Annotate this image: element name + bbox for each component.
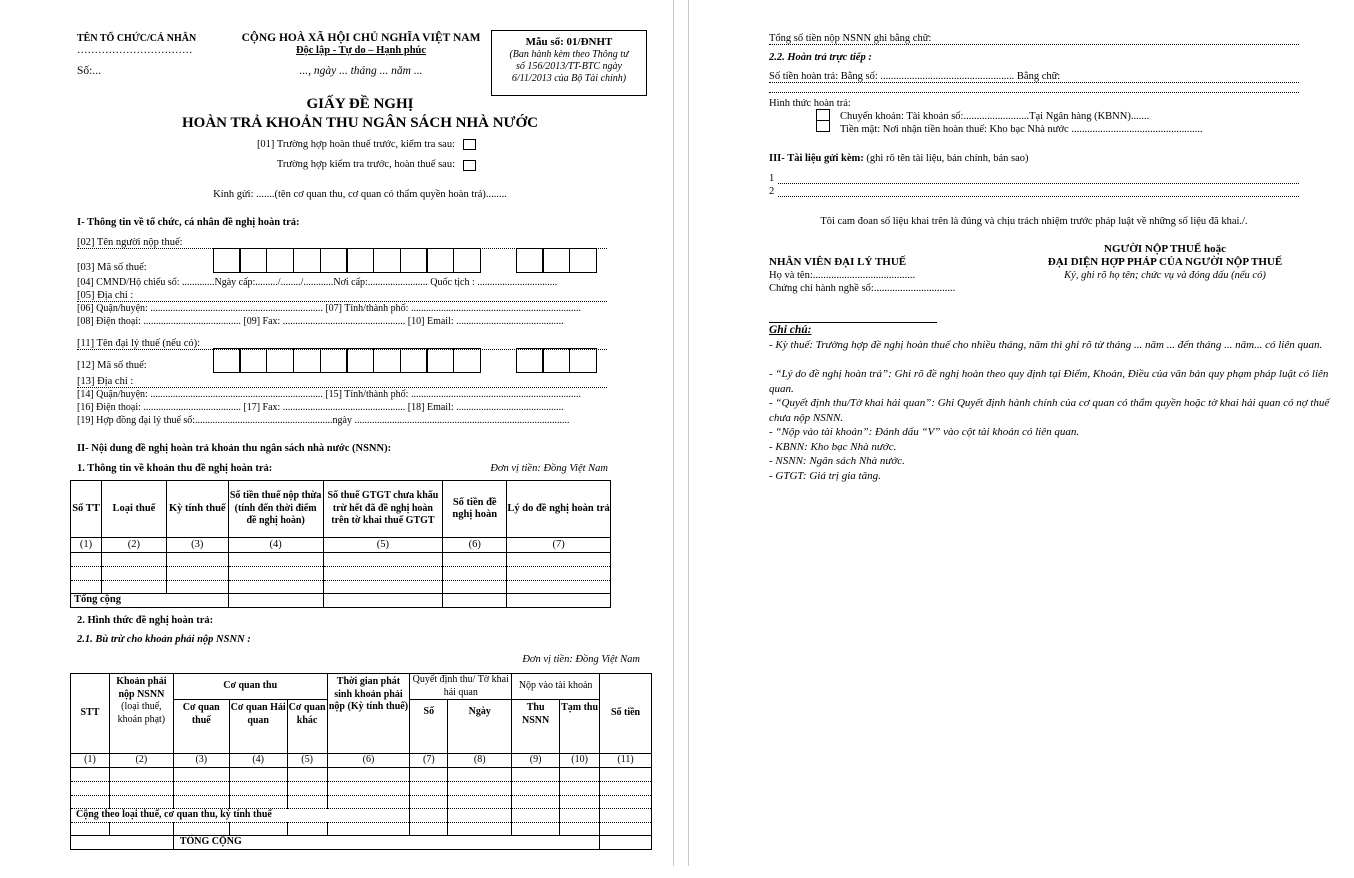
table-cell[interactable]: [229, 782, 287, 796]
col-header-temporary: Tạm thu: [560, 700, 600, 754]
tax-code-digit[interactable]: [266, 248, 294, 273]
table-cell[interactable]: [109, 782, 173, 796]
doc-number-label: Số:...: [77, 65, 101, 77]
col-header-period: Thời gian phát sinh khoản phải nộp (Kỳ tính thuế): [327, 674, 410, 754]
table-cell[interactable]: [410, 768, 448, 782]
table-cell[interactable]: [173, 796, 229, 809]
tax-code-digit[interactable]: [346, 248, 374, 273]
table-cell[interactable]: [443, 553, 507, 567]
table-cell[interactable]: [448, 768, 512, 782]
table-cell[interactable]: [166, 553, 228, 567]
table-cell[interactable]: [228, 553, 323, 567]
table-cell[interactable]: [287, 768, 327, 782]
agent-tax-code-digit[interactable]: [293, 348, 321, 373]
table-cell[interactable]: [507, 594, 611, 608]
agent-tax-code-digit[interactable]: [453, 348, 481, 373]
total-row: [71, 594, 611, 608]
table-cell[interactable]: [71, 782, 110, 796]
col-number: (6): [443, 538, 507, 553]
col-header-payable-title: Khoản phải nộp NSNN: [116, 676, 167, 700]
agent-tax-code-suffix-digit[interactable]: [516, 348, 544, 373]
org-label: TÊN TỔ CHỨC/CÁ NHÂN: [77, 33, 197, 44]
tax-code-suffix-digit[interactable]: [569, 248, 597, 273]
notes-title: Ghi chú:: [769, 324, 812, 336]
org-dots: ……………………………: [77, 45, 193, 56]
table-cell[interactable]: [71, 823, 110, 836]
table-cell[interactable]: [327, 823, 410, 836]
table-cell[interactable]: [600, 768, 652, 782]
col-number: (9): [512, 754, 560, 768]
field-19-agent-contract[interactable]: [19] Hợp đồng đại lý thuế số:.......................................................ngày ......................................................................................: [77, 415, 570, 426]
table-cell[interactable]: [229, 823, 287, 836]
table-cell[interactable]: [71, 567, 102, 581]
table-row: [71, 581, 611, 594]
total-label: Tổng cộng: [71, 594, 229, 608]
case-2-label: Trường hợp kiểm tra trước, hoàn thuế sau:: [276, 159, 455, 170]
col-header-other-agency: Cơ quan khác: [287, 700, 327, 754]
table-cell[interactable]: [228, 581, 323, 594]
table-row: [71, 768, 652, 782]
payer-title-line1: NGƯỜI NỘP THUẾ hoặc: [1104, 243, 1226, 255]
table-cell[interactable]: [448, 823, 512, 836]
doc-title-2: HOÀN TRẢ KHOẢN THU NGÂN SÁCH NHÀ NƯỚC: [182, 115, 538, 131]
cash-checkbox[interactable]: [816, 120, 830, 132]
col-number: (5): [323, 538, 443, 553]
table-cell[interactable]: [71, 581, 102, 594]
note-refund-reason: - “Lý do đề nghị hoàn trả”: Ghi rõ đề nghị hoàn theo quy định tại Điểm, Khoản, Điều của văn bản quy phạm pháp luật có liên quan.: [769, 368, 1329, 395]
agent-certificate-field[interactable]: Chứng chỉ hành nghề số:...............................: [769, 283, 956, 294]
col-number: (5): [287, 754, 327, 768]
agent-tax-code-suffix-digit[interactable]: [542, 348, 570, 373]
doc-title-1: GIẤY ĐỀ NGHỊ: [306, 96, 414, 112]
table-cell[interactable]: [512, 768, 560, 782]
tax-code-digit[interactable]: [293, 248, 321, 273]
table-cell[interactable]: [507, 567, 611, 581]
transfer-option-label: Chuyển khoản: Tài khoản số:.........................Tại Ngân hàng (KBNN).......: [840, 111, 1150, 122]
table-cell[interactable]: [410, 823, 448, 836]
field-12-agent-tax-code-label: [12] Mã số thuế:: [77, 360, 147, 371]
field-05-address[interactable]: [77, 289, 607, 302]
case-1-label: [01] Trường hợp hoàn thuế trước, kiểm tra sau:: [256, 139, 455, 150]
table-cell[interactable]: [448, 782, 512, 796]
tax-code-suffix-digit[interactable]: [516, 248, 544, 273]
total-in-words-field[interactable]: [769, 32, 1299, 45]
subtotal-label: Cộng theo loại thuế, cơ quan thu, kỳ tính thuế: [71, 809, 410, 823]
payer-signature-note: Ký, ghi rõ họ tên; chức vụ và đóng dấu (nếu có): [1064, 270, 1266, 281]
col-header-payable: [109, 674, 173, 754]
table-cell[interactable]: [600, 823, 652, 836]
note-tax-period: - Kỳ thuế: Trường hợp đề nghị hoàn thuế cho nhiều tháng, năm thì ghi rõ từ tháng ... năm ... đến tháng ... năm... có liên quan.: [769, 339, 1323, 351]
tax-code-digit[interactable]: [426, 248, 454, 273]
currency-unit-2: Đơn vị tiền: Đồng Việt Nam: [522, 654, 640, 665]
field-14-15-agent-district-province[interactable]: [14] Quận/huyện: ..................................................................... [15] Tỉnh/thành phố: ....................................................................: [77, 389, 581, 400]
agent-tax-code-digit[interactable]: [266, 348, 294, 373]
col-header-decision: Quyết định thu/ Tờ khai hải quan: [410, 674, 512, 700]
tax-code-suffix-digit[interactable]: [542, 248, 570, 273]
agent-tax-code-digit[interactable]: [213, 348, 241, 373]
page-separator-left: [673, 0, 674, 866]
table-cell[interactable]: [448, 809, 512, 823]
table-cell[interactable]: [109, 823, 173, 836]
form-code: Mẫu số: 01/ĐNHT: [525, 36, 613, 48]
tax-code-digit[interactable]: [320, 248, 348, 273]
field-03-tax-code-label: [03] Mã số thuế:: [77, 262, 147, 273]
table-cell[interactable]: [173, 768, 229, 782]
col-header-reason: Lý do đề nghị hoàn trả: [507, 481, 611, 538]
field-11-label: [11] Tên đại lý thuế (nếu có):: [77, 338, 201, 349]
table-row: [71, 782, 652, 796]
agent-tax-code-digit[interactable]: [373, 348, 401, 373]
col-number: (10): [560, 754, 600, 768]
agent-tax-code-digit[interactable]: [346, 348, 374, 373]
col-header-budget-revenue: Thu NSNN: [512, 700, 560, 754]
table-cell[interactable]: [228, 567, 323, 581]
refund-amount-continuation[interactable]: [769, 82, 1299, 93]
note-decision: - “Quyết định thu/Tờ khai hải quan”: Ghi Quyết định hành chính của cơ quan có thẩm quyền hoặc tờ khai hải quan có nợ thuế chưa nộp NSNN.: [769, 397, 1330, 424]
notes-divider: [769, 322, 937, 323]
agent-tax-code-digit[interactable]: [400, 348, 428, 373]
table-cell[interactable]: [327, 768, 410, 782]
attachment-2-number: 2: [769, 186, 777, 197]
table-cell[interactable]: [323, 581, 443, 594]
col-header-tax-type: Loại thuế: [101, 481, 166, 538]
agent-tax-code-digit[interactable]: [239, 348, 267, 373]
table-cell[interactable]: [600, 809, 652, 823]
col-header-amount: Số tiền: [600, 674, 652, 754]
table-cell[interactable]: [327, 796, 410, 809]
section-2-title: II- Nội dung đề nghị hoàn trả khoản thu ngân sách nhà nước (NSNN):: [77, 443, 392, 454]
field-05-label: [05] Địa chỉ :: [77, 290, 134, 301]
table-cell[interactable]: [443, 594, 507, 608]
col-number: (3): [166, 538, 228, 553]
section-3-title: [769, 152, 1029, 165]
attachment-1-number: 1: [769, 173, 777, 184]
table-cell[interactable]: [287, 823, 327, 836]
table-cell[interactable]: [228, 594, 323, 608]
tax-code-digit[interactable]: [213, 248, 241, 273]
table-cell[interactable]: [600, 782, 652, 796]
grand-total-amount[interactable]: [600, 836, 652, 850]
table-cell[interactable]: [443, 567, 507, 581]
table-cell[interactable]: [560, 796, 600, 809]
table-cell[interactable]: [166, 567, 228, 581]
table-cell[interactable]: [507, 581, 611, 594]
table-cell[interactable]: [323, 594, 443, 608]
table-cell[interactable]: [109, 796, 173, 809]
col-number: (1): [71, 754, 110, 768]
field-13-label: [13] Địa chỉ :: [77, 376, 134, 387]
agent-title: NHÂN VIÊN ĐẠI LÝ THUẾ: [769, 256, 907, 268]
table-cell[interactable]: [71, 768, 110, 782]
subsection-2-1-title: 2.1. Bù trừ cho khoản phải nộp NSNN :: [77, 634, 251, 645]
field-12-agent-tax-code-suffix-boxes[interactable]: [517, 348, 597, 373]
grand-total-row: [71, 836, 652, 850]
field-06-07-district-province[interactable]: [06] Quận/huyện: ..................................................................... [07] Tỉnh/thành phố: ....................................................................: [77, 303, 581, 314]
subsection-2-title: 2. Hình thức đề nghị hoàn trả:: [77, 615, 214, 626]
table-cell[interactable]: [101, 567, 166, 581]
field-08-10-phone-fax-email[interactable]: [08] Điện thoại: ....................................... [09] Fax: ................................................. [10] Email: ...........................................: [77, 316, 564, 327]
note-gtgt: - GTGT: Giá trị gia tăng.: [769, 469, 881, 482]
col-header-tax-office: Cơ quan thuế: [173, 700, 229, 754]
table-cell[interactable]: [600, 796, 652, 809]
subsection-2-2-title: 2.2. Hoàn trả trực tiếp :: [769, 52, 872, 63]
table-cell[interactable]: [512, 823, 560, 836]
table-cell[interactable]: [173, 782, 229, 796]
col-header-requested-amount: Số tiền đề nghị hoàn: [443, 481, 507, 538]
col-number: (7): [507, 538, 611, 553]
field-03-tax-code-suffix-boxes[interactable]: [517, 248, 597, 273]
table-row: [71, 553, 611, 567]
case-2-checkbox[interactable]: [463, 160, 476, 171]
col-number: (7): [410, 754, 448, 768]
col-header-date: Ngày: [448, 700, 512, 754]
table-cell[interactable]: [512, 809, 560, 823]
grand-total-label: TỔNG CỘNG: [173, 836, 599, 850]
table-row: [71, 823, 652, 836]
form-issue-line2: số 156/2013/TT-BTC ngày: [516, 61, 622, 72]
subtotal-row: [71, 809, 652, 823]
subsection-1-title: 1. Thông tin về khoản thu đề nghị hoàn trả:: [77, 463, 273, 474]
table-cell[interactable]: [560, 782, 600, 796]
table-row: [71, 796, 652, 809]
section-3-heading: III- Tài liệu gửi kèm:: [769, 153, 864, 164]
offset-payments-table: [70, 673, 652, 850]
table-cell[interactable]: [287, 796, 327, 809]
field-12-agent-tax-code-boxes[interactable]: [214, 348, 481, 373]
table-cell[interactable]: [512, 782, 560, 796]
table-cell[interactable]: [71, 796, 110, 809]
col-number: (8): [448, 754, 512, 768]
table-cell[interactable]: [560, 823, 600, 836]
col-number: (2): [109, 754, 173, 768]
col-number: (11): [600, 754, 652, 768]
tax-code-digit[interactable]: [373, 248, 401, 273]
col-number: (6): [327, 754, 410, 768]
page-separator-right: [688, 0, 689, 866]
field-02-label: [02] Tên người nộp thuế:: [77, 237, 183, 248]
total-in-words-label: Tổng số tiền nộp NSNN ghi bằng chữ:: [769, 33, 932, 44]
table-cell[interactable]: [287, 782, 327, 796]
refund-amount-label: Số tiền hoàn trả: Bằng số: ................................................... Bằng chữ:: [769, 71, 1061, 82]
form-issue-line3: 6/11/2013 của Bộ Tài chính): [511, 73, 627, 84]
col-header-number: Số: [410, 700, 448, 754]
section-3-note: (ghi rõ tên tài liệu, bản chính, bản sao): [863, 153, 1029, 164]
agent-tax-code-digit[interactable]: [320, 348, 348, 373]
table-cell[interactable]: [448, 796, 512, 809]
field-04-id-card[interactable]: [04] CMND/Hộ chiếu số: .............Ngày cấp:........./......../............Nơi cấp:........................ Quốc tịch : ................................: [77, 277, 558, 288]
col-header-stt: Số TT: [71, 481, 102, 538]
refund-method-label: Hình thức hoàn trả:: [769, 98, 851, 109]
col-header-stt: STT: [71, 674, 110, 754]
agent-tax-code-suffix-digit[interactable]: [569, 348, 597, 373]
field-03-tax-code-boxes[interactable]: [214, 248, 481, 273]
table-cell[interactable]: [410, 796, 448, 809]
col-number: (3): [173, 754, 229, 768]
col-header-collector: Cơ quan thu: [173, 674, 327, 700]
table-cell[interactable]: [101, 553, 166, 567]
table-cell[interactable]: [173, 823, 229, 836]
col-header-vat-uncredited: Số thuế GTGT chưa khấu trừ hết đã đề nghị hoàn trên tờ khai thuế GTGT: [323, 481, 443, 538]
tax-code-digit[interactable]: [239, 248, 267, 273]
table-cell[interactable]: [71, 553, 102, 567]
case-1-checkbox[interactable]: [463, 139, 476, 150]
agent-tax-code-digit[interactable]: [426, 348, 454, 373]
republic-heading: CỘNG HOÀ XÃ HỘI CHỦ NGHĨA VIỆT NAM: [241, 32, 481, 44]
col-number: (4): [229, 754, 287, 768]
commitment-statement: Tôi cam đoan số liệu khai trên là đúng và chịu trách nhiệm trước pháp luật về những số liệu đã khai./.: [820, 216, 1248, 227]
currency-unit-1: Đơn vị tiền: Đồng Việt Nam: [490, 463, 608, 474]
table-cell[interactable]: [410, 809, 448, 823]
col-number: (4): [228, 538, 323, 553]
table-cell[interactable]: [512, 796, 560, 809]
table-cell[interactable]: [109, 768, 173, 782]
table-cell[interactable]: [327, 782, 410, 796]
col-header-customs: Cơ quan Hải quan: [229, 700, 287, 754]
table-row: [71, 567, 611, 581]
table-cell[interactable]: [560, 768, 600, 782]
addressee-line: Kính gửi: .......(tên cơ quan thu, cơ quan có thẩm quyền hoàn trả)........: [213, 189, 507, 200]
table-cell[interactable]: [166, 581, 228, 594]
field-16-18-agent-phone-fax-email[interactable]: [16] Điện thoại: ....................................... [17] Fax: ................................................. [18] Email: ...........................................: [77, 402, 564, 413]
attachment-2-field[interactable]: [769, 185, 1299, 197]
tax-code-digit[interactable]: [400, 248, 428, 273]
col-number: (2): [101, 538, 166, 553]
note-nsnn: - NSNN: Ngân sách Nhà nước.: [769, 455, 905, 467]
table-cell[interactable]: [229, 796, 287, 809]
table-cell: [71, 836, 174, 850]
table-cell[interactable]: [323, 553, 443, 567]
table-cell[interactable]: [229, 768, 287, 782]
col-header-account: Nộp vào tài khoản: [512, 674, 600, 700]
col-header-payable-sub: (loại thuế, khoản phạt): [117, 701, 166, 725]
table-cell[interactable]: [410, 782, 448, 796]
table-cell[interactable]: [507, 553, 611, 567]
table-cell[interactable]: [443, 581, 507, 594]
note-account: - “Nộp vào tài khoản”: Đánh dấu “V” vào cột tài khoản có liên quan.: [769, 426, 1080, 438]
motto: Độc lập - Tự do – Hạnh phúc: [295, 45, 427, 56]
col-header-overpaid: Số tiền thuế nộp thừa (tính đến thời điểm đề nghị hoàn): [228, 481, 323, 538]
agent-name-field[interactable]: Họ và tên:.......................................: [769, 270, 916, 281]
field-13-agent-address[interactable]: [77, 375, 607, 388]
payer-title-line2: ĐẠI DIỆN HỢP PHÁP CỦA NGƯỜI NỘP THUẾ: [1047, 256, 1283, 268]
col-number: (1): [71, 538, 102, 553]
tax-code-digit[interactable]: [453, 248, 481, 273]
table-cell[interactable]: [101, 581, 166, 594]
note-kbnn: - KBNN: Kho bạc Nhà nước.: [769, 440, 897, 453]
table-cell[interactable]: [560, 809, 600, 823]
section-1-title: I- Thông tin về tổ chức, cá nhân đề nghị hoàn trả:: [77, 217, 300, 228]
form-issue-line1: (Ban hành kèm theo Thông tư: [509, 49, 629, 60]
refund-items-table: [70, 480, 611, 608]
col-header-tax-period: Kỳ tính thuế: [166, 481, 228, 538]
table-cell[interactable]: [323, 567, 443, 581]
attachment-1-field[interactable]: [769, 172, 1299, 184]
cash-option-label: Tiền mặt: Nơi nhận tiền hoàn thuế: Kho bạc Nhà nước ..................................................: [840, 124, 1203, 135]
date-line: ..., ngày ... tháng ... năm ...: [299, 65, 423, 77]
